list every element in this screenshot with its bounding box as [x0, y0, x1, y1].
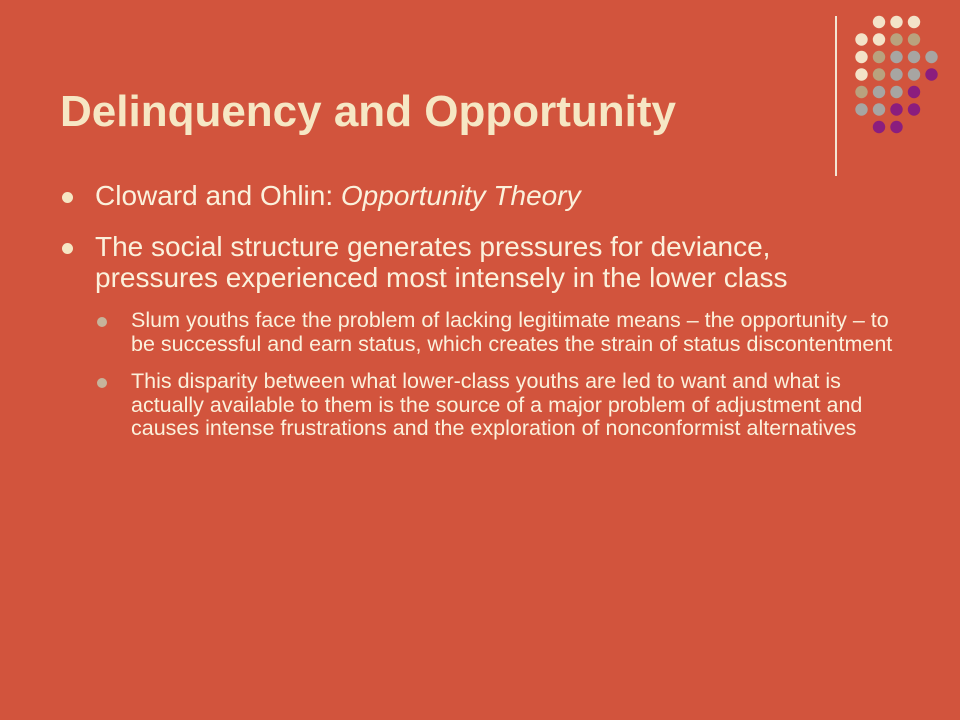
bullet-item — [60, 180, 900, 211]
sub-bullet-dot — [97, 378, 107, 388]
decorative-dot — [908, 103, 920, 115]
decorative-dot — [873, 121, 885, 133]
sub-bullet-text: This disparity between what lower-class youths are led to want and what is actually available to them is the source of a major problem of adjustment and causes intense frustrations and the exploration of nonconformist alternatives — [131, 369, 863, 440]
decorative-dot — [855, 103, 867, 115]
decorative-dot — [855, 68, 867, 80]
decorative-dot — [890, 103, 902, 115]
sub-bullet-item — [60, 370, 900, 441]
decorative-dot — [873, 86, 885, 98]
decorative-dot — [890, 121, 902, 133]
bullet-list — [60, 180, 900, 455]
sub-bullet-text: Slum youths face the problem of lacking legitimate means – the opportunity – to be successful and earn status, which creates the strain of status discontentment — [131, 308, 893, 356]
decorative-dot — [890, 16, 902, 28]
decorative-dot — [855, 51, 867, 63]
decorative-dot — [908, 16, 920, 28]
decorative-dot — [908, 33, 920, 45]
bullet-dot — [62, 243, 73, 254]
bullet-text-plain: Cloward and Ohlin: — [95, 180, 341, 211]
slide-title: Delinquency and Opportunity — [60, 87, 677, 136]
decorative-dot — [925, 51, 937, 63]
decorative-dot — [890, 33, 902, 45]
decorative-dot — [890, 51, 902, 63]
decorative-dot — [855, 86, 867, 98]
decorative-vertical-line — [835, 16, 837, 176]
decorative-dot — [908, 68, 920, 80]
sub-bullet-item — [60, 309, 900, 356]
decorative-dot — [908, 51, 920, 63]
decorative-dot — [873, 103, 885, 115]
decorative-dot — [855, 33, 867, 45]
sub-bullet-dot — [97, 317, 107, 327]
bullet-dot — [62, 192, 73, 203]
bullet-text: The social structure generates pressures for deviance, pressures experienced most intensely in the lower class — [95, 231, 788, 293]
decorative-dot — [873, 68, 885, 80]
decorative-dot — [925, 68, 937, 80]
decorative-dot — [890, 86, 902, 98]
decorative-dot — [890, 68, 902, 80]
decorative-dot — [873, 51, 885, 63]
decorative-dot — [873, 33, 885, 45]
decorative-dot — [873, 16, 885, 28]
decorative-dot — [908, 86, 920, 98]
bullet-item — [60, 231, 900, 293]
bullet-text-italic: Opportunity Theory — [340, 180, 581, 211]
